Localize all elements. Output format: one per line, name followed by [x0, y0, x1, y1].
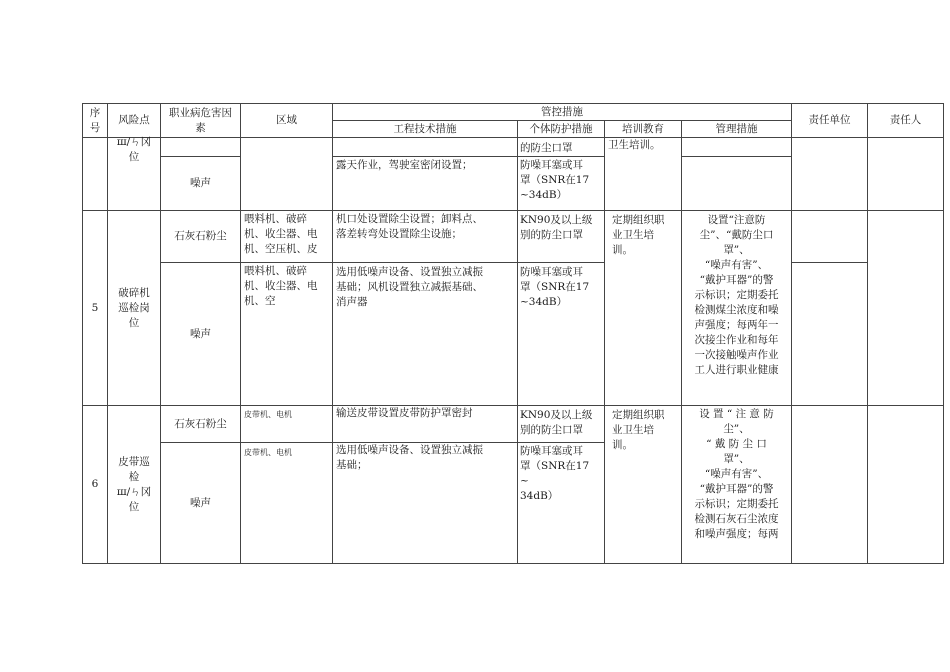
col-line-4 [332, 103, 333, 564]
cont-engineering: 露天作业，驾驶室密闭设置； [336, 159, 473, 171]
header-management: 管理措施 [715, 122, 758, 135]
row5-risk-point: 破碎机 巡检岗 位 [118, 286, 150, 329]
header-training: 培训教育 [622, 122, 664, 135]
col-line-3 [240, 103, 241, 564]
row6-hazard-dust: 石灰石粉尘 [174, 417, 227, 430]
col-line-7 [681, 120, 682, 564]
header-responsible-unit: 责任单位 [808, 114, 851, 126]
row6-risk-point: 皮带巡 检 ш/ㄣ冈 位 [116, 455, 152, 513]
rule-r5a-bottom-b [791, 262, 867, 263]
row6-area-dust: 皮带机、电机 [244, 410, 292, 419]
row5-seq: 5 [91, 301, 99, 314]
row5-area-noise: 喂料机、破碎 机、收尘器、电 机、空 [244, 265, 318, 307]
row6-area-noise: 皮带机、电机 [244, 448, 292, 457]
row6-ppe-noise: 防噪耳塞或耳 罩（SNR在17 ~ 34dB） [520, 445, 590, 502]
row6-hazard-noise: 噪声 [190, 496, 211, 509]
row5-management: 设置“注意防 尘”、“戴防尘口 罩”、 “噪声有害”、 “戴护耳器”的警 示标识；定期委托 检测煤尘浓度和噪 声强度；每两年一 次接尘作业和每年 一次接触噪声作业 工人进行职业健康 [694, 214, 779, 376]
col-line-5 [517, 120, 518, 564]
cont-ppe-top: 的防尘口罩 [520, 142, 573, 154]
header-ppe: 个体防护措施 [529, 122, 593, 135]
cont-risk-point: ш/ㄣ冈 位 [116, 136, 152, 163]
rule-header-bottom [82, 137, 943, 138]
cont-hazard-noise: 噪声 [190, 177, 211, 189]
row5-area-dust: 喂料机、破碎 机、收尘器、电 机、空压机、皮 [244, 213, 318, 255]
row5-engineering-noise: 选用低噪声设备、设置独立减振 基础；风机设置独立减振基础、 消声器 [336, 266, 483, 308]
col-line-9 [867, 103, 868, 564]
header-hazard: 职业病危害因 素 [169, 106, 232, 134]
header-risk-point: 风险点 [118, 114, 150, 126]
row5-training: 定期组织职 业卫生培 训。 [612, 214, 665, 256]
row6-management: 设 置 “ 注 意 防 尘”、 “ 戴 防 尘 口 罩”、 “噪声有害”、 “戴护耳器”的警 示标识；定期委托 检测石灰石尘浓度 和噪声强度；每两 [694, 408, 779, 540]
header-seq: 序 号 [89, 106, 101, 134]
col-line-10 [943, 103, 944, 564]
header-controls: 管控措施 [541, 105, 583, 118]
row5-ppe-dust: KN90及以上级 别的防尘口罩 [520, 214, 593, 241]
row6-engineering-noise: 选用低噪声设备、设置独立减振 基础； [336, 444, 483, 471]
rule-r0a-bottom-b [332, 156, 605, 157]
rule-r0a-bottom-c [681, 156, 791, 157]
rule-bottom [82, 563, 943, 564]
cont-training-top: 卫生培训。 [608, 139, 661, 151]
header-area: 区域 [276, 114, 297, 126]
row6-training: 定期组织职 业卫生培 训。 [612, 409, 665, 451]
col-line-8 [791, 103, 792, 564]
row6-engineering-dust: 输送皮带设置皮带防护罩密封 [336, 407, 473, 419]
col-line-6 [604, 120, 605, 564]
row5-engineering-dust: 机口处设置除尘设置；卸料点、 落差转弯处设置除尘设施； [336, 213, 483, 240]
row6-ppe-dust: KN90及以上级 别的防尘口罩 [520, 409, 593, 436]
row5-hazard-dust: 石灰石粉尘 [174, 230, 227, 242]
header-engineering: 工程技术措施 [393, 122, 457, 135]
row5-hazard-noise: 噪声 [190, 327, 211, 340]
row6-seq: 6 [91, 478, 99, 490]
header-responsible-person: 责任人 [889, 114, 922, 126]
cont-ppe-noise: 防噪耳塞或耳 罩（SNR在17 ~34dB） [520, 159, 590, 201]
row5-ppe-noise: 防噪耳塞或耳 罩（SNR在17 ~34dB） [520, 266, 590, 308]
